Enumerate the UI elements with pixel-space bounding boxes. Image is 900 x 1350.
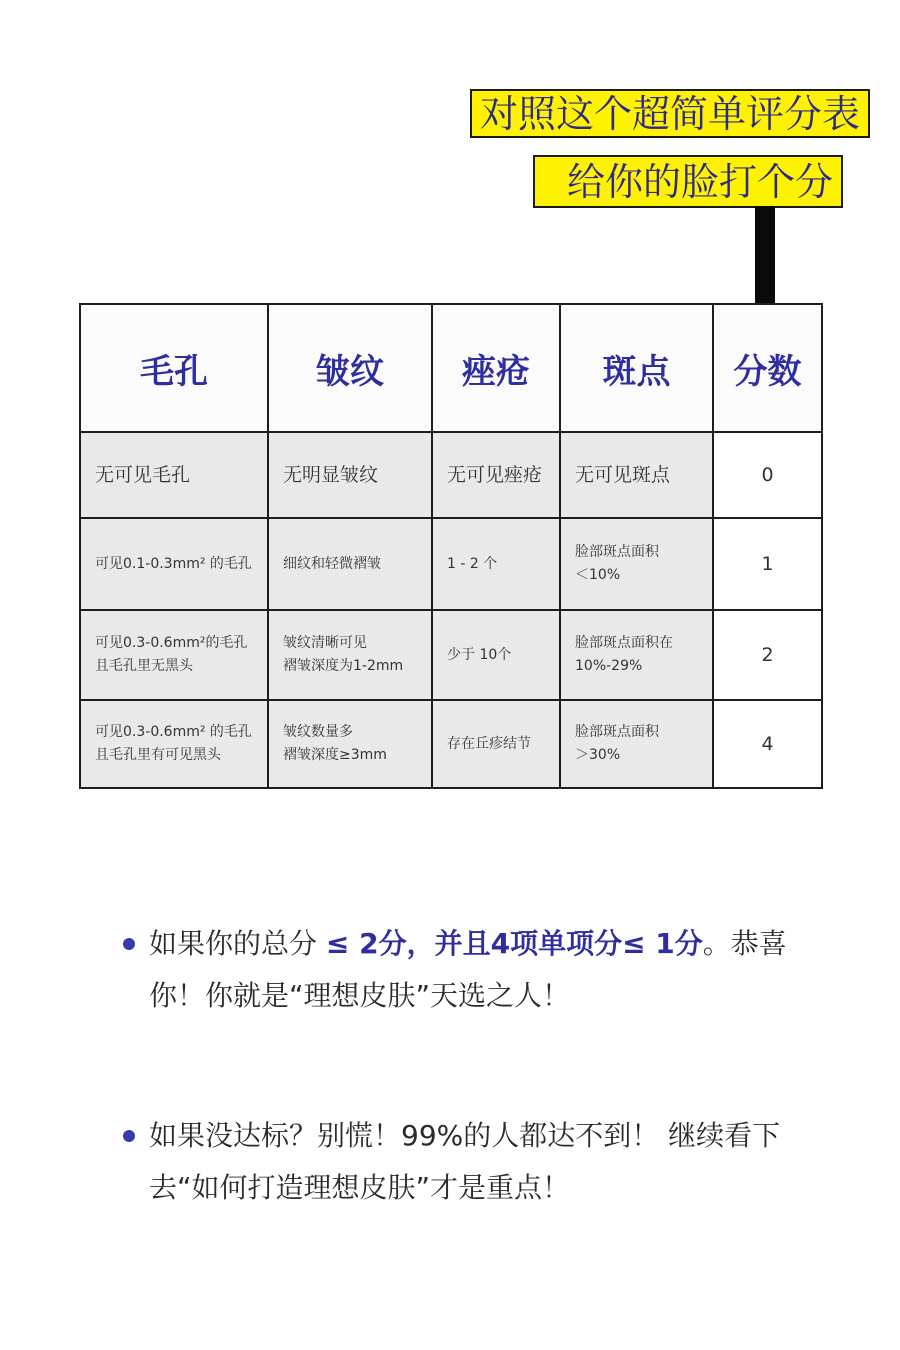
- cell-acne: [432, 518, 560, 610]
- cell-text-line1: 脸部斑点面积: [575, 724, 659, 740]
- bullet-not-reached: [123, 1110, 813, 1214]
- cell-text: 无可见毛孔: [95, 463, 191, 486]
- cell-score: 4: [713, 700, 822, 788]
- cell-text: 无可见痤疮: [447, 463, 543, 486]
- cell-text: 1 - 2 个: [447, 555, 498, 572]
- cell-pores: [80, 610, 268, 700]
- bullet-dot-icon: [123, 1130, 135, 1142]
- cell-text: 少于 10个: [447, 646, 512, 663]
- cell-spots: [560, 432, 713, 518]
- title-tag-line1: [470, 89, 870, 138]
- bullet-text: [149, 918, 813, 1022]
- cell-text-line1: 皱纹数量多: [283, 724, 353, 740]
- cell-wrinkles: [268, 432, 432, 518]
- cell-text: 细纹和轻微褶皱: [283, 555, 381, 572]
- title-tag-line2: [533, 155, 843, 208]
- cell-score: 2: [713, 610, 822, 700]
- cell-text-line2: 褶皱深度≥3mm: [283, 747, 387, 763]
- table-header-row: [80, 304, 822, 432]
- table-row: [80, 700, 822, 788]
- skin-score-table: [79, 303, 823, 789]
- cell-text-line2: ＜10%: [575, 567, 621, 583]
- cell-score: 1: [713, 518, 822, 610]
- cell-text: 无可见斑点: [575, 463, 671, 486]
- cell-text-line2: 且毛孔里有可见黑头: [95, 747, 221, 763]
- cell-pores: [80, 432, 268, 518]
- header-pores: 毛孔: [80, 304, 268, 432]
- cell-pores: [80, 518, 268, 610]
- cell-text-line1: 可见0.3-0.6mm² 的毛孔: [95, 724, 252, 740]
- cell-text-line2: 褶皱深度为1-2mm: [283, 658, 404, 674]
- cell-text: 无明显皱纹: [283, 463, 379, 486]
- header-acne: 痤疮: [432, 304, 560, 432]
- cell-acne: [432, 610, 560, 700]
- bullet-ideal-skin: [123, 918, 813, 1022]
- cell-score: 0: [713, 432, 822, 518]
- bullet-text-post: 。恭喜你！你就是“理想皮肤”天选之人！: [149, 927, 787, 1012]
- cell-spots: [560, 610, 713, 700]
- header-wrinkles: 皱纹: [268, 304, 432, 432]
- cell-text: 存在丘疹结节: [447, 735, 531, 752]
- title-tag-line1-text: 对照这个超简单评分表: [480, 91, 861, 136]
- cell-text-line1: 脸部斑点面积: [575, 544, 659, 560]
- header-spots: 斑点: [560, 304, 713, 432]
- bullet-dot-icon: [123, 938, 135, 950]
- cell-text-line2: 且毛孔里无黑头: [95, 658, 193, 674]
- table-row: [80, 518, 822, 610]
- cell-text-line2: 10%-29%: [575, 658, 643, 674]
- cell-text-line1: 皱纹清晰可见: [283, 635, 367, 651]
- table-row: [80, 432, 822, 518]
- cell-text-line1: 可见0.3-0.6mm²的毛孔: [95, 635, 248, 651]
- bullet-text: 如果没达标？别慌！99%的人都达不到！ 继续看下去“如何打造理想皮肤”才是重点！: [149, 1119, 781, 1204]
- cell-wrinkles: [268, 518, 432, 610]
- sign-post: [755, 206, 775, 304]
- cell-text-line1: 脸部斑点面积在: [575, 635, 673, 651]
- cell-text: 可见0.1-0.3mm² 的毛孔: [95, 555, 252, 572]
- cell-pores: [80, 700, 268, 788]
- bullet-text-pre: 如果你的总分: [149, 927, 326, 960]
- bullet-text-highlight: ≤ 2分，并且4项单项分≤ 1分: [325, 927, 703, 960]
- cell-text-line2: ＞30%: [575, 747, 621, 763]
- cell-wrinkles: [268, 610, 432, 700]
- cell-spots: [560, 700, 713, 788]
- title-tag-line2-text: 给你的脸打个分: [566, 159, 833, 204]
- cell-acne: [432, 700, 560, 788]
- cell-acne: [432, 432, 560, 518]
- table-row: [80, 610, 822, 700]
- cell-spots: [560, 518, 713, 610]
- header-score: 分数: [713, 304, 822, 432]
- cell-wrinkles: [268, 700, 432, 788]
